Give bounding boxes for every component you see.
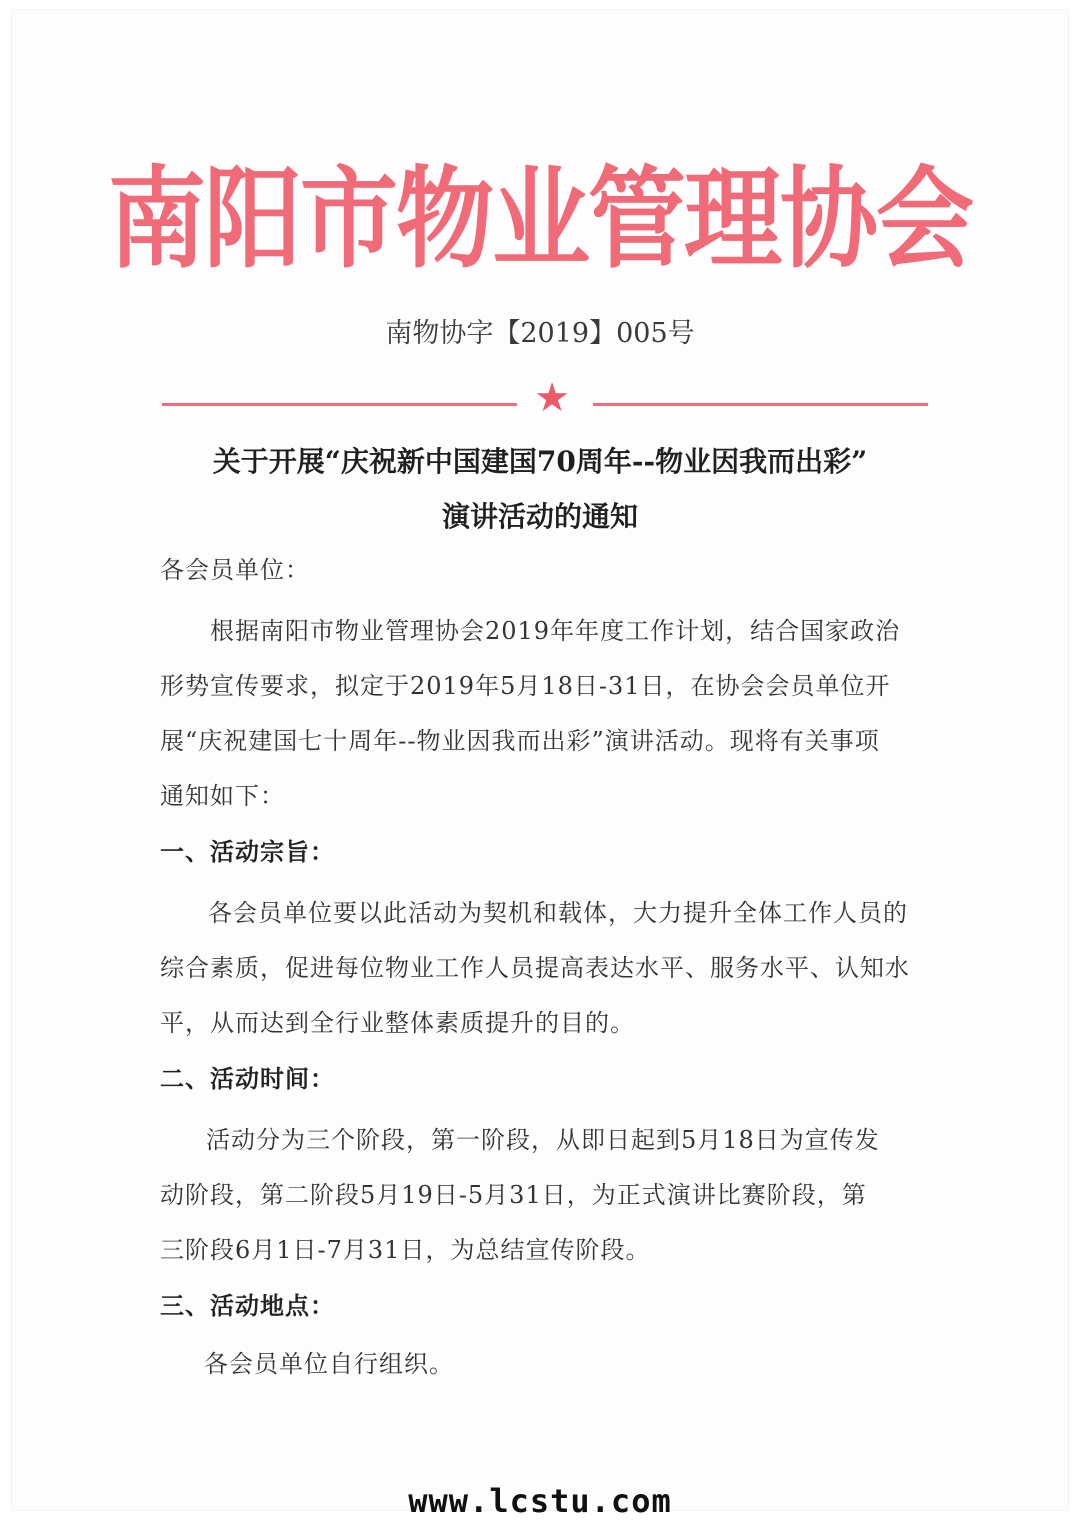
section-line: 综合素质，促进每位物业工作人员提高表达水平、服务水平、认知水 bbox=[160, 954, 910, 982]
section-heading-location: 三、活动地点： bbox=[160, 1291, 335, 1320]
section-line: 平，从而达到全行业整体素质提升的目的。 bbox=[160, 1009, 635, 1037]
notice-title-line-1: 关于开展“庆祝新中国建国70周年--物业因我而出彩” bbox=[212, 445, 868, 478]
intro-line: 形势宣传要求，拟定于2019年5月18日-31日，在协会会员单位开 bbox=[160, 672, 891, 700]
intro-line: 根据南阳市物业管理协会2019年年度工作计划，结合国家政治 bbox=[210, 617, 901, 645]
document-number: 南物协字【2019】005号 bbox=[385, 318, 695, 349]
header-rule-left bbox=[162, 403, 517, 406]
section-heading-time: 二、活动时间： bbox=[160, 1064, 335, 1093]
salutation: 各会员单位： bbox=[160, 556, 310, 584]
star-icon: ★ bbox=[534, 375, 570, 421]
organization-title: 南阳市物业管理协会 bbox=[107, 156, 972, 284]
header-rule-right bbox=[593, 403, 928, 406]
section-line: 各会员单位自行组织。 bbox=[204, 1350, 454, 1378]
website-watermark: www.lcstu.com bbox=[408, 1482, 672, 1520]
section-heading-purpose: 一、活动宗旨： bbox=[160, 837, 335, 866]
section-line: 各会员单位要以此活动为契机和载体，大力提升全体工作人员的 bbox=[208, 899, 908, 927]
section-line: 三阶段6月1日-7月31日，为总结宣传阶段。 bbox=[160, 1236, 651, 1264]
intro-line: 展“庆祝建国七十周年--物业因我而出彩”演讲活动。现将有关事项 bbox=[160, 727, 880, 755]
section-line: 动阶段，第二阶段5月19日-5月31日，为正式演讲比赛阶段，第 bbox=[160, 1181, 867, 1209]
intro-line: 通知如下： bbox=[160, 782, 285, 810]
notice-title-line-2: 演讲活动的通知 bbox=[441, 500, 638, 533]
section-line: 活动分为三个阶段，第一阶段，从即日起到5月18日为宣传发 bbox=[206, 1126, 880, 1154]
